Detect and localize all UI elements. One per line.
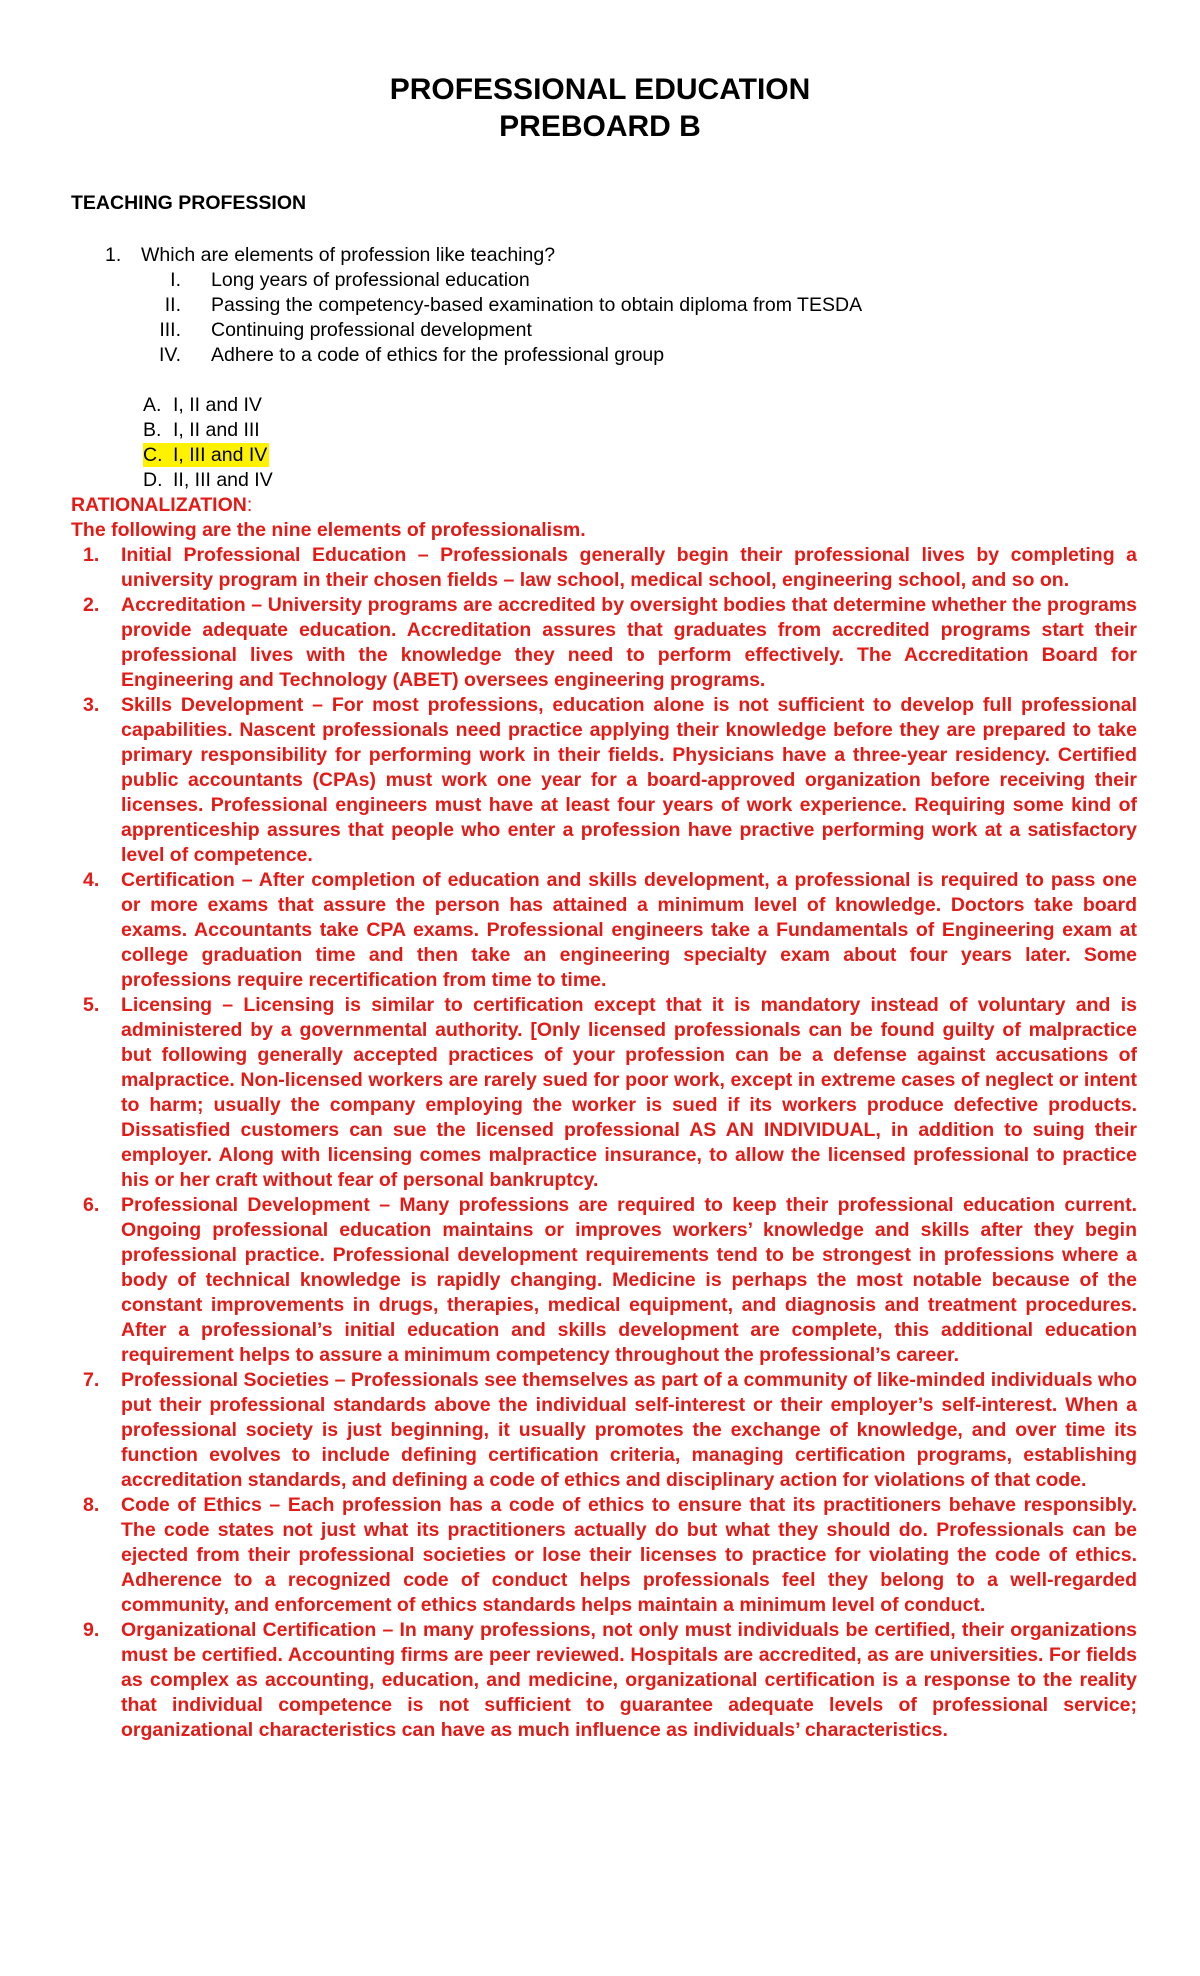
list-item-number: 5. xyxy=(83,994,100,1016)
statement-numeral: IV. xyxy=(158,344,181,366)
page-title-line2: PREBOARD B xyxy=(499,110,701,143)
list-item xyxy=(71,993,1137,1193)
statement-numeral: III. xyxy=(159,319,181,341)
statement-item xyxy=(140,268,862,293)
answer-highlight xyxy=(143,443,269,467)
choice-letter: B. xyxy=(143,419,162,441)
list-item-text: Initial Professional Education – Professionals generally begin their professional lives by completing a university program in their chosen fields – law school, medical school, engineering school, and so on. xyxy=(121,544,1137,591)
list-item-number: 8. xyxy=(83,1494,100,1516)
rationalization-colon: : xyxy=(246,494,253,516)
list-item-text: Certification – After completion of education and skills development, a professional is required to pass one or more exams that assure the person has attained a minimum level of knowledge. Doctors take board exams. Accountants take CPA exams. Professional engineers take a Fundamentals of Engineering exam at college graduation time and then take an engineering specialty exam about four years later. Some professions require recertification from time to time. xyxy=(121,869,1137,991)
statement-text: Continuing professional development xyxy=(211,319,532,341)
list-item-number: 2. xyxy=(83,594,100,616)
rationalization-block xyxy=(71,493,1137,1743)
statement-item xyxy=(140,318,862,343)
statement-text: Passing the competency-based examination to obtain diploma from TESDA xyxy=(211,294,863,316)
list-item xyxy=(71,1193,1137,1368)
statement-text: Long years of professional education xyxy=(211,269,530,291)
list-item-text: Code of Ethics – Each profession has a code of ethics to ensure that its practitioners behave responsibly. The code states not just what its practitioners actually do but what they should do. Professionals can be ejected from their professional societies or lose their licenses to practice for violating the code of ethics. Adherence to a recognized code of conduct helps professionals feel they belong to a well-regarded community, and enforcement of ethics standards helps maintain a minimum level of conduct. xyxy=(121,1494,1137,1616)
rationalization-label: RATIONALIZATION xyxy=(71,494,247,516)
choice-b xyxy=(143,418,273,443)
statement-text: Adhere to a code of ethics for the professional group xyxy=(211,344,665,366)
rationalization-heading xyxy=(71,493,1137,518)
list-item-text: Licensing – Licensing is similar to certification except that it is mandatory instead of voluntary and is administered by a governmental authority. [Only licensed professionals can be found guilty of malpractice but following generally accepted practices of your profession can be a defense against accusations of malpractice. Non-licensed workers are rarely sued for poor work, except in extreme cases of neglect or intent to harm; usually the company employing the worker is sued if its workers produce defective products. Dissatisfied customers can sue the licensed professional AS AN INDIVIDUAL, in addition to suing their employer. Along with licensing comes malpractice insurance, to allow the licensed professional to practice his or her craft without fear of personal bankruptcy. xyxy=(121,994,1137,1191)
list-item xyxy=(71,868,1137,993)
question-stem xyxy=(105,243,555,268)
list-item-number: 7. xyxy=(83,1369,100,1391)
choice-letter: A. xyxy=(143,394,162,416)
choice-text: II, III and IV xyxy=(173,469,273,491)
question-text: Which are elements of profession like teaching? xyxy=(141,244,556,266)
choice-letter: D. xyxy=(143,469,163,491)
choice-text: I, II and III xyxy=(173,419,260,441)
rationalization-intro: The following are the nine elements of professionalism. xyxy=(71,519,586,541)
list-item-text: Organizational Certification – In many professions, not only must individuals be certified, their organizations must be certified. Accounting firms are peer reviewed. Hospitals are accredited, as are universities. For fields as complex as accounting, education, and medicine, organizational certification is a response to the reality that individual competence is not sufficient to guarantee adequate levels of professional service; organizational characteristics can have as much influence as individuals’ characteristics. xyxy=(121,1619,1137,1741)
page-title-line1: PROFESSIONAL EDUCATION xyxy=(389,73,811,106)
list-item-text: Accreditation – University programs are accredited by oversight bodies that determine whether the programs provide adequate education. Accreditation assures that graduates from accredited programs start their professional lives with the knowledge they need to perform effectively. The Accreditation Board for Engineering and Technology (ABET) oversees engineering programs. xyxy=(121,594,1137,691)
statement-list xyxy=(140,268,862,368)
elements-list xyxy=(71,543,1137,1743)
statement-item xyxy=(140,293,862,318)
list-item xyxy=(71,1618,1137,1743)
question-number: 1. xyxy=(105,244,122,266)
list-item-number: 6. xyxy=(83,1194,100,1216)
list-item-number: 4. xyxy=(83,869,100,891)
list-item xyxy=(71,543,1137,593)
choice-text: I, II and IV xyxy=(173,394,262,416)
choice-text: I, III and IV xyxy=(173,444,268,466)
list-item xyxy=(71,593,1137,693)
list-item-number: 3. xyxy=(83,694,100,716)
list-item xyxy=(71,693,1137,868)
list-item xyxy=(71,1493,1137,1618)
list-item-text: Professional Development – Many professions are required to keep their professional education current. Ongoing professional education maintains or improves workers’ knowledge and skills after they begin professional practice. Professional development requirements tend to be strongest in professions where a body of technical knowledge is rapidly changing. Medicine is perhaps the most notable because of the constant improvements in drugs, therapies, medical equipment, and diagnosis and treatment procedures. After a professional’s initial education and skills development are complete, this additional education requirement helps to assure a minimum competency throughout the professional’s career. xyxy=(121,1194,1137,1366)
statement-item xyxy=(140,343,862,368)
list-item-text: Professional Societies – Professionals see themselves as part of a community of like-minded individuals who put their professional standards above the individual self-interest or their employer’s self-interest. When a professional society is just beginning, it usually promotes the exchange of knowledge, and over time its function evolves to include defining certification criteria, managing certification programs, establishing accreditation standards, and defining a code of ethics and disciplinary action for violations of that code. xyxy=(121,1369,1137,1491)
choice-letter: C. xyxy=(143,444,163,466)
statement-numeral: I. xyxy=(170,269,181,291)
list-item-number: 1. xyxy=(83,544,100,566)
choice-c-correct xyxy=(143,443,273,468)
list-item xyxy=(71,1368,1137,1493)
choice-a xyxy=(143,393,273,418)
list-item-text: Skills Development – For most professions, education alone is not sufficient to develop full professional capabilities. Nascent professionals need practice applying their knowledge before they are prepared to take primary responsibility for performing work in their fields. Physicians have a three-year residency. Certified public accountants (CPAs) must work one year for a board-approved organization before receiving their licenses. Professional engineers must have at least four years of work experience. Requiring some kind of apprenticeship assures that people who enter a profession have practive performing work at a satisfactory level of competence. xyxy=(121,694,1137,866)
statement-numeral: II. xyxy=(164,294,181,316)
choice-d xyxy=(143,468,273,493)
answer-choices xyxy=(143,393,273,493)
section-heading: TEACHING PROFESSION xyxy=(71,192,307,214)
list-item-number: 9. xyxy=(83,1619,100,1641)
